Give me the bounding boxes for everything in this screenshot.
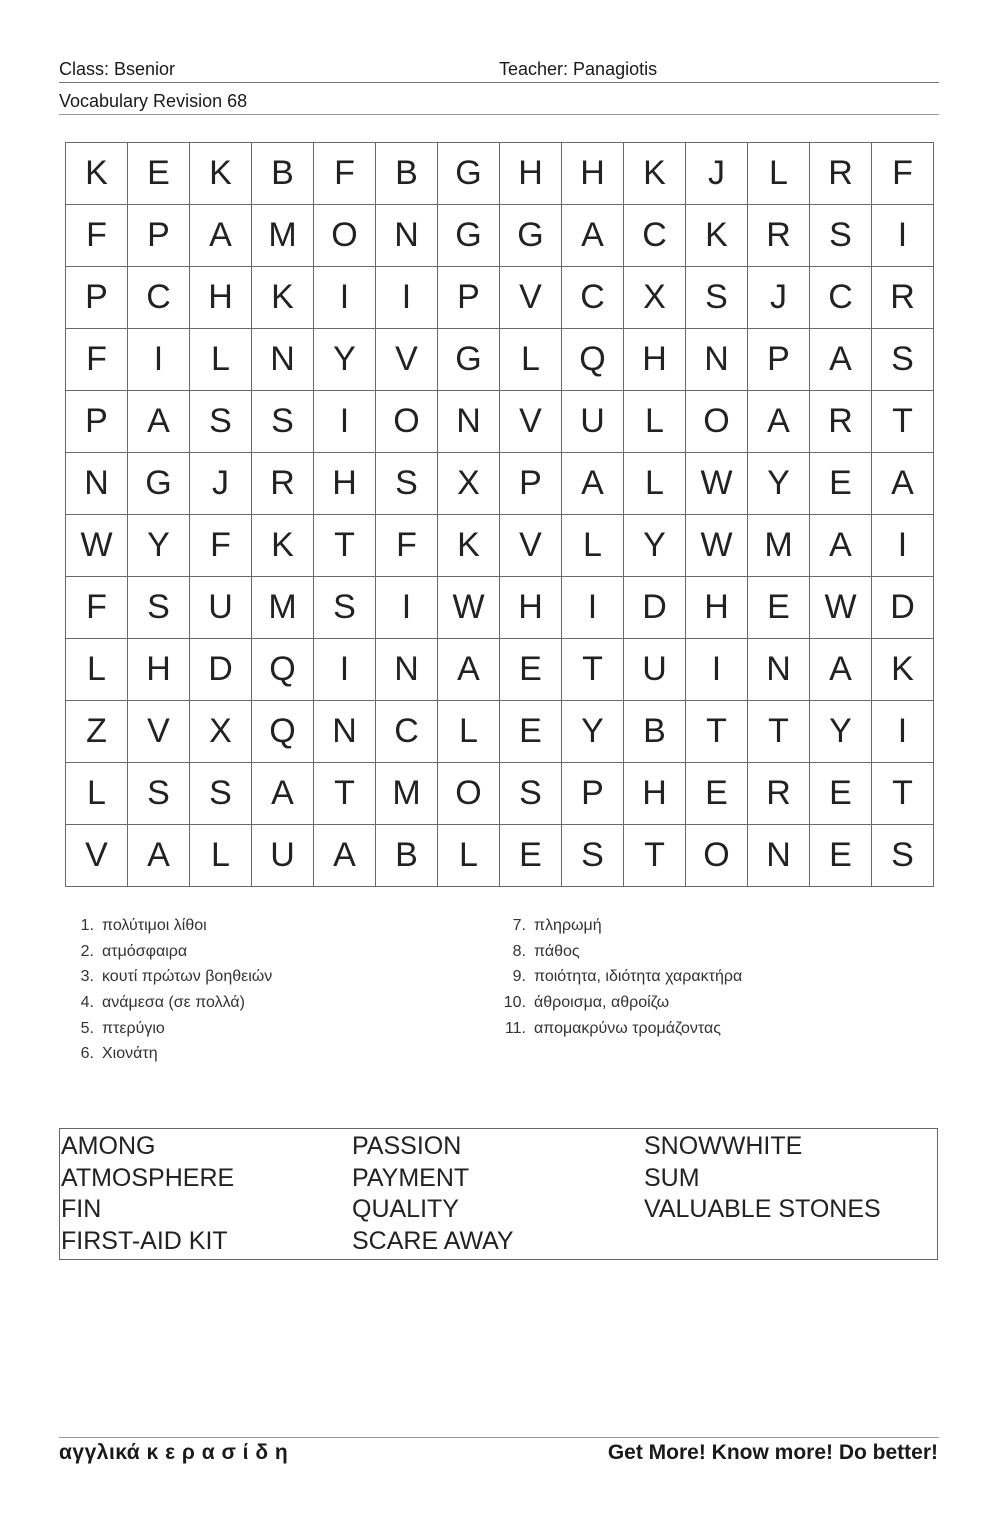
grid-cell[interactable]: M <box>252 205 314 267</box>
grid-cell[interactable]: V <box>500 391 562 453</box>
grid-cell[interactable]: P <box>438 267 500 329</box>
grid-row <box>66 639 934 701</box>
grid-cell[interactable]: K <box>252 515 314 577</box>
grid-cell[interactable]: C <box>376 701 438 763</box>
grid-cell[interactable]: A <box>128 391 190 453</box>
grid-row <box>66 453 934 515</box>
grid-cell[interactable]: E <box>810 825 872 887</box>
grid-cell[interactable]: A <box>810 639 872 701</box>
word-bank-item: FIN <box>61 1195 102 1224</box>
grid-cell[interactable]: S <box>686 267 748 329</box>
grid-cell[interactable]: Q <box>562 329 624 391</box>
grid-cell[interactable]: R <box>872 267 934 329</box>
grid-cell[interactable]: H <box>686 577 748 639</box>
grid-cell[interactable]: F <box>376 515 438 577</box>
grid-cell[interactable]: K <box>66 143 128 205</box>
grid-cell[interactable]: T <box>624 825 686 887</box>
clue-number: 7. <box>512 917 526 934</box>
word-bank-item: QUALITY <box>352 1195 459 1224</box>
clue-text: Χιονάτη <box>102 1045 158 1063</box>
grid-cell[interactable]: O <box>686 391 748 453</box>
grid-cell[interactable]: V <box>500 267 562 329</box>
grid-cell[interactable]: G <box>438 143 500 205</box>
clue-text: απομακρύνω τρομάζοντας <box>534 1019 721 1037</box>
clue-text: πληρωμή <box>534 917 602 934</box>
grid-row <box>66 391 934 453</box>
grid-cell[interactable]: P <box>748 329 810 391</box>
grid-cell[interactable]: U <box>562 391 624 453</box>
grid-cell[interactable]: T <box>872 763 934 825</box>
clue-item <box>500 939 742 965</box>
grid-cell[interactable]: U <box>252 825 314 887</box>
grid-cell[interactable]: V <box>376 329 438 391</box>
clue-list-right <box>500 913 742 1041</box>
grid-cell[interactable]: E <box>748 577 810 639</box>
grid-cell[interactable]: C <box>624 205 686 267</box>
grid-cell[interactable]: F <box>190 515 252 577</box>
grid-cell[interactable]: C <box>810 267 872 329</box>
footer-brand: αγγλικά κ ε ρ α σ ί δ η <box>59 1441 289 1464</box>
header-row <box>59 58 939 83</box>
grid-cell[interactable]: H <box>128 639 190 701</box>
clue-text: κουτί πρώτων βοηθειών <box>102 968 273 986</box>
grid-cell[interactable]: J <box>748 267 810 329</box>
grid-cell[interactable]: E <box>500 639 562 701</box>
class-label: Class: Bsenior <box>59 59 176 79</box>
grid-cell[interactable]: K <box>624 143 686 205</box>
word-bank-item: SNOWWHITE <box>644 1132 803 1160</box>
grid-cell[interactable]: L <box>438 825 500 887</box>
word-bank-item: SCARE AWAY <box>352 1227 514 1256</box>
grid-cell[interactable]: A <box>562 453 624 515</box>
clue-number: 10. <box>503 994 526 1012</box>
worksheet-title: Vocabulary Revision 68 <box>59 91 248 111</box>
clue-item <box>500 964 742 990</box>
grid-cell[interactable]: W <box>438 577 500 639</box>
grid-cell[interactable]: F <box>314 143 376 205</box>
grid-cell[interactable]: A <box>314 825 376 887</box>
clue-number: 4. <box>80 994 94 1012</box>
grid-cell[interactable]: O <box>314 205 376 267</box>
grid-cell[interactable]: W <box>810 577 872 639</box>
grid-cell[interactable]: A <box>128 825 190 887</box>
footer-divider <box>59 1437 939 1438</box>
grid-cell[interactable]: B <box>376 143 438 205</box>
grid-cell[interactable]: I <box>376 267 438 329</box>
grid-cell[interactable]: Z <box>66 701 128 763</box>
grid-cell[interactable]: S <box>128 763 190 825</box>
clue-text: άθροισμα, αθροίζω <box>534 994 670 1012</box>
grid-cell[interactable]: R <box>810 391 872 453</box>
word-bank-column <box>61 1131 234 1258</box>
grid-cell[interactable]: Q <box>252 639 314 701</box>
grid-cell[interactable]: A <box>810 515 872 577</box>
grid-cell[interactable]: X <box>438 453 500 515</box>
grid-cell[interactable]: Q <box>252 701 314 763</box>
grid-cell[interactable]: Y <box>810 701 872 763</box>
grid-cell[interactable]: A <box>438 639 500 701</box>
grid-cell[interactable]: A <box>252 763 314 825</box>
grid-cell[interactable]: X <box>190 701 252 763</box>
clue-number: 1. <box>80 917 94 934</box>
clue-item <box>68 913 272 939</box>
grid-cell[interactable]: K <box>190 143 252 205</box>
grid-cell[interactable]: C <box>128 267 190 329</box>
grid-cell[interactable]: F <box>66 577 128 639</box>
grid-cell[interactable]: S <box>562 825 624 887</box>
grid-cell[interactable]: R <box>748 205 810 267</box>
grid-cell[interactable]: R <box>810 143 872 205</box>
grid-cell[interactable]: I <box>872 701 934 763</box>
word-bank-item: FIRST-AID KIT <box>61 1227 228 1256</box>
grid-cell[interactable]: V <box>66 825 128 887</box>
grid-cell[interactable]: A <box>872 453 934 515</box>
grid-cell[interactable]: G <box>128 453 190 515</box>
word-bank <box>59 1128 938 1260</box>
grid-cell[interactable]: T <box>314 515 376 577</box>
clue-item <box>68 964 272 990</box>
grid-cell[interactable]: M <box>376 763 438 825</box>
grid-cell[interactable]: L <box>438 701 500 763</box>
grid-cell[interactable]: G <box>438 329 500 391</box>
teacher-label: Teacher: Panagiotis <box>499 59 658 79</box>
clue-text: πολύτιμοι λίθοι <box>102 917 207 934</box>
grid-cell[interactable]: H <box>500 577 562 639</box>
grid-cell[interactable]: W <box>686 453 748 515</box>
grid-cell[interactable]: N <box>376 205 438 267</box>
grid-row <box>66 205 934 267</box>
grid-cell[interactable]: L <box>190 825 252 887</box>
grid-cell[interactable]: P <box>66 391 128 453</box>
grid-cell[interactable]: F <box>66 205 128 267</box>
grid-cell[interactable]: X <box>624 267 686 329</box>
clue-number: 2. <box>80 942 94 960</box>
clue-item <box>500 990 742 1016</box>
grid-cell[interactable]: I <box>314 391 376 453</box>
word-search-grid <box>65 142 934 887</box>
grid-cell[interactable]: E <box>128 143 190 205</box>
grid-cell[interactable]: E <box>810 453 872 515</box>
word-bank-item: AMONG <box>61 1132 156 1160</box>
grid-cell[interactable]: S <box>376 453 438 515</box>
grid-cell[interactable]: J <box>190 453 252 515</box>
grid-cell[interactable]: I <box>872 205 934 267</box>
grid-cell[interactable]: Y <box>562 701 624 763</box>
grid-cell[interactable]: U <box>624 639 686 701</box>
grid-cell[interactable]: B <box>252 143 314 205</box>
grid-cell[interactable]: U <box>190 577 252 639</box>
grid-cell[interactable]: F <box>872 143 934 205</box>
grid-cell[interactable]: J <box>686 143 748 205</box>
grid-cell[interactable]: O <box>438 763 500 825</box>
grid-cell[interactable]: W <box>686 515 748 577</box>
clue-item <box>500 913 742 939</box>
grid-cell[interactable]: I <box>562 577 624 639</box>
clue-item <box>68 939 272 965</box>
grid-cell[interactable]: Y <box>624 515 686 577</box>
grid-cell[interactable]: S <box>500 763 562 825</box>
grid-cell[interactable]: N <box>748 825 810 887</box>
grid-cell[interactable]: H <box>190 267 252 329</box>
grid-cell[interactable]: S <box>810 205 872 267</box>
grid-cell[interactable]: A <box>810 329 872 391</box>
clue-text: ανάμεσα (σε πολλά) <box>102 994 245 1012</box>
grid-cell[interactable]: L <box>190 329 252 391</box>
grid-cell[interactable]: H <box>314 453 376 515</box>
grid-cell[interactable]: F <box>66 329 128 391</box>
grid-cell[interactable]: L <box>66 763 128 825</box>
grid-cell[interactable]: B <box>376 825 438 887</box>
clue-item <box>68 990 272 1016</box>
grid-cell[interactable]: H <box>562 143 624 205</box>
grid-cell[interactable]: I <box>376 577 438 639</box>
word-bank-item: PAYMENT <box>352 1163 470 1192</box>
grid-cell[interactable]: S <box>872 825 934 887</box>
grid-cell[interactable]: S <box>872 329 934 391</box>
title-row <box>59 90 939 115</box>
clue-number: 8. <box>512 942 526 960</box>
clue-number: 6. <box>80 1045 94 1063</box>
clue-item <box>500 1016 742 1042</box>
grid-cell[interactable]: B <box>624 701 686 763</box>
grid-cell[interactable]: O <box>376 391 438 453</box>
grid-cell[interactable]: E <box>500 825 562 887</box>
grid-cell[interactable]: H <box>500 143 562 205</box>
word-bank-item: VALUABLE STONES <box>644 1195 881 1224</box>
grid-cell[interactable]: H <box>624 763 686 825</box>
grid-cell[interactable]: S <box>190 391 252 453</box>
clue-item <box>68 1041 272 1067</box>
grid-cell[interactable]: Y <box>748 453 810 515</box>
grid-cell[interactable]: G <box>438 205 500 267</box>
grid-row <box>66 515 934 577</box>
grid-row <box>66 825 934 887</box>
footer-slogan: Get More! Know more! Do better! <box>607 1441 938 1464</box>
grid-cell[interactable]: L <box>500 329 562 391</box>
word-bank-item: ATMOSPHERE <box>61 1163 235 1192</box>
grid-row <box>66 329 934 391</box>
grid-cell[interactable]: C <box>562 267 624 329</box>
grid-cell[interactable]: S <box>252 391 314 453</box>
grid-cell[interactable]: I <box>872 515 934 577</box>
grid-cell[interactable]: L <box>562 515 624 577</box>
grid-cell[interactable]: K <box>438 515 500 577</box>
grid-cell[interactable]: I <box>686 639 748 701</box>
grid-cell[interactable]: W <box>66 515 128 577</box>
grid-cell[interactable]: H <box>624 329 686 391</box>
grid-cell[interactable]: I <box>314 639 376 701</box>
grid-cell[interactable]: P <box>128 205 190 267</box>
word-bank-column <box>352 1131 514 1258</box>
grid-cell[interactable]: T <box>562 639 624 701</box>
word-bank-column <box>644 1131 881 1226</box>
grid-cell[interactable]: T <box>314 763 376 825</box>
grid-cell[interactable]: N <box>438 391 500 453</box>
grid-cell[interactable]: A <box>748 391 810 453</box>
grid-cell[interactable]: I <box>128 329 190 391</box>
clue-number: 11. <box>504 1019 526 1037</box>
grid-cell[interactable]: E <box>500 701 562 763</box>
grid-cell[interactable]: N <box>314 701 376 763</box>
grid-cell[interactable]: S <box>190 763 252 825</box>
grid-cell[interactable]: K <box>252 267 314 329</box>
clue-number: 5. <box>80 1019 94 1037</box>
grid-cell[interactable]: N <box>252 329 314 391</box>
word-bank-item: SUM <box>644 1163 700 1192</box>
grid-cell[interactable]: D <box>872 577 934 639</box>
grid-row <box>66 701 934 763</box>
grid-cell[interactable]: L <box>624 453 686 515</box>
grid-cell[interactable]: V <box>500 515 562 577</box>
grid-row <box>66 577 934 639</box>
grid-cell[interactable]: O <box>686 825 748 887</box>
grid-cell[interactable]: L <box>66 639 128 701</box>
grid-cell[interactable]: R <box>748 763 810 825</box>
grid-row <box>66 143 934 205</box>
grid-cell[interactable]: Y <box>128 515 190 577</box>
clue-text: πτερύγιο <box>102 1019 165 1037</box>
grid-cell[interactable]: R <box>252 453 314 515</box>
clue-text: ατμόσφαιρα <box>102 942 188 960</box>
grid-cell[interactable]: N <box>376 639 438 701</box>
grid-cell[interactable]: D <box>190 639 252 701</box>
grid-cell[interactable]: E <box>686 763 748 825</box>
grid-cell[interactable]: L <box>748 143 810 205</box>
grid-cell[interactable]: A <box>190 205 252 267</box>
grid-cell[interactable]: T <box>686 701 748 763</box>
grid-cell[interactable]: P <box>66 267 128 329</box>
grid-cell[interactable]: Y <box>314 329 376 391</box>
clue-number: 3. <box>80 968 94 986</box>
grid-cell[interactable]: K <box>686 205 748 267</box>
grid-cell[interactable]: P <box>500 453 562 515</box>
grid-cell[interactable]: V <box>128 701 190 763</box>
grid-cell[interactable]: M <box>252 577 314 639</box>
grid-row <box>66 763 934 825</box>
clue-list-left <box>68 913 272 1067</box>
grid-cell[interactable]: E <box>810 763 872 825</box>
grid-cell[interactable]: T <box>748 701 810 763</box>
grid-cell[interactable]: S <box>314 577 376 639</box>
grid-cell[interactable]: T <box>872 391 934 453</box>
grid-cell[interactable]: G <box>500 205 562 267</box>
grid-row <box>66 267 934 329</box>
word-bank-item: PASSION <box>352 1132 462 1160</box>
clue-text: πάθος <box>534 942 580 960</box>
clue-number: 9. <box>512 968 526 986</box>
grid-cell[interactable]: I <box>314 267 376 329</box>
grid-cell[interactable]: L <box>624 391 686 453</box>
grid-cell[interactable]: D <box>624 577 686 639</box>
grid-cell[interactable]: M <box>748 515 810 577</box>
grid-cell[interactable]: N <box>748 639 810 701</box>
clue-item <box>68 1016 272 1042</box>
grid-cell[interactable]: N <box>66 453 128 515</box>
grid-cell[interactable]: N <box>686 329 748 391</box>
grid-cell[interactable]: P <box>562 763 624 825</box>
grid-cell[interactable]: K <box>872 639 934 701</box>
grid-cell[interactable]: A <box>562 205 624 267</box>
clue-text: ποιότητα, ιδιότητα χαρακτήρα <box>534 968 743 986</box>
grid-cell[interactable]: S <box>128 577 190 639</box>
